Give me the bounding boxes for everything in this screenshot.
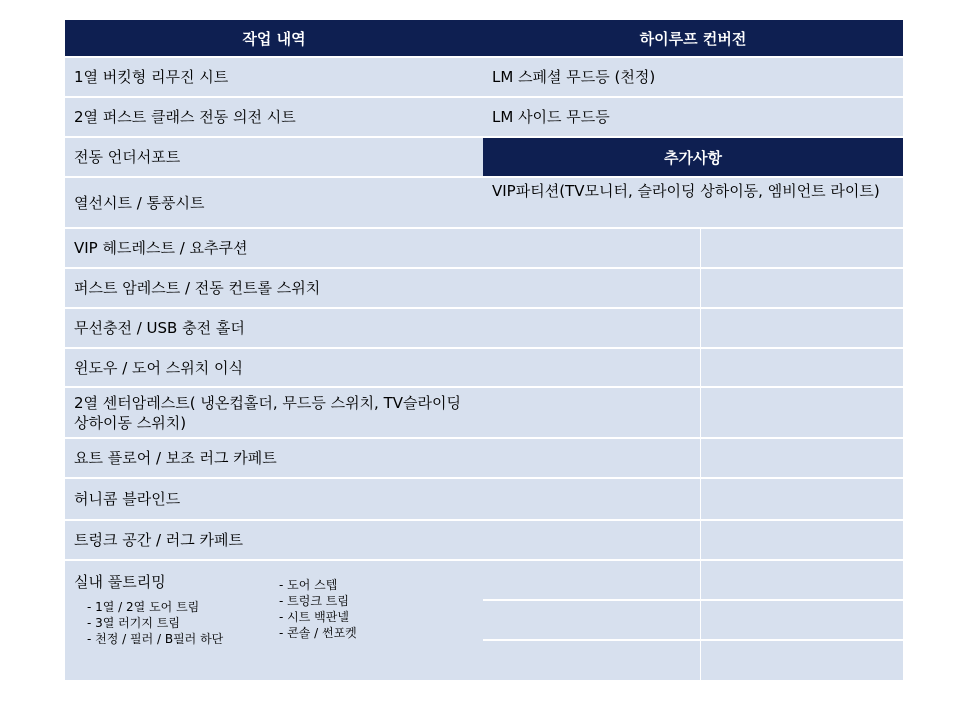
empty-row [483, 561, 903, 601]
trim-title: 실내 풀트리밍 [74, 573, 166, 591]
work-item: 2열 센터암레스트( 냉온컵홀더, 무드등 스위치, TV슬라이딩 상하이동 스위치) [65, 388, 483, 439]
trim-subitem: - 트렁크 트림 [279, 594, 349, 608]
work-table [65, 20, 903, 680]
work-item: 허니콤 블라인드 [65, 479, 483, 521]
work-list-header: 작업 내역 [65, 20, 483, 58]
work-item: 윈도우 / 도어 스위치 이식 [65, 349, 483, 388]
trim-item [65, 561, 483, 680]
work-item: 전동 언더서포트 [65, 138, 483, 178]
empty-row [483, 641, 903, 680]
empty-row [483, 479, 903, 521]
empty-row [483, 521, 903, 561]
empty-row [483, 601, 903, 641]
work-item: VIP 헤드레스트 / 요추쿠션 [65, 229, 483, 269]
extra-item: VIP파티션(TV모니터, 슬라이딩 상하이동, 엠비언트 라이트) [483, 178, 903, 229]
conversion-column [483, 20, 903, 680]
empty-row [483, 349, 903, 388]
extras-header: 추가사항 [483, 138, 903, 178]
trim-subitem: - 3열 러기지 트림 [87, 616, 180, 630]
conversion-item: LM 스페셜 무드등 (천정) [483, 58, 903, 98]
trim-subitem: - 콘솔 / 썬포켓 [279, 626, 357, 640]
work-item: 1열 버킷형 리무진 시트 [65, 58, 483, 98]
work-item: 퍼스트 암레스트 / 전동 컨트롤 스위치 [65, 269, 483, 309]
empty-row [483, 388, 903, 439]
work-item: 요트 플로어 / 보조 러그 카페트 [65, 439, 483, 479]
trim-subitem: - 1열 / 2열 도어 트림 [87, 600, 200, 614]
work-item: 무선충전 / USB 충전 홀더 [65, 309, 483, 349]
work-item: 열선시트 / 통풍시트 [65, 178, 483, 229]
conversion-header: 하이루프 컨버전 [483, 20, 903, 58]
work-item: 트렁크 공간 / 러그 카페트 [65, 521, 483, 561]
trim-subitem: - 도어 스텝 [279, 578, 338, 592]
trim-subitem: - 천정 / 필러 / B필러 하단 [87, 632, 224, 646]
empty-row [483, 309, 903, 349]
empty-row [483, 439, 903, 479]
trim-list-right [279, 577, 357, 641]
work-list-column [65, 20, 483, 680]
work-item: 2열 퍼스트 클래스 전동 의전 시트 [65, 98, 483, 138]
trim-list-left [87, 599, 223, 647]
trim-subitem: - 시트 백판넬 [279, 610, 349, 624]
empty-row [483, 229, 903, 269]
conversion-item: LM 사이드 무드등 [483, 98, 903, 138]
empty-row [483, 269, 903, 309]
